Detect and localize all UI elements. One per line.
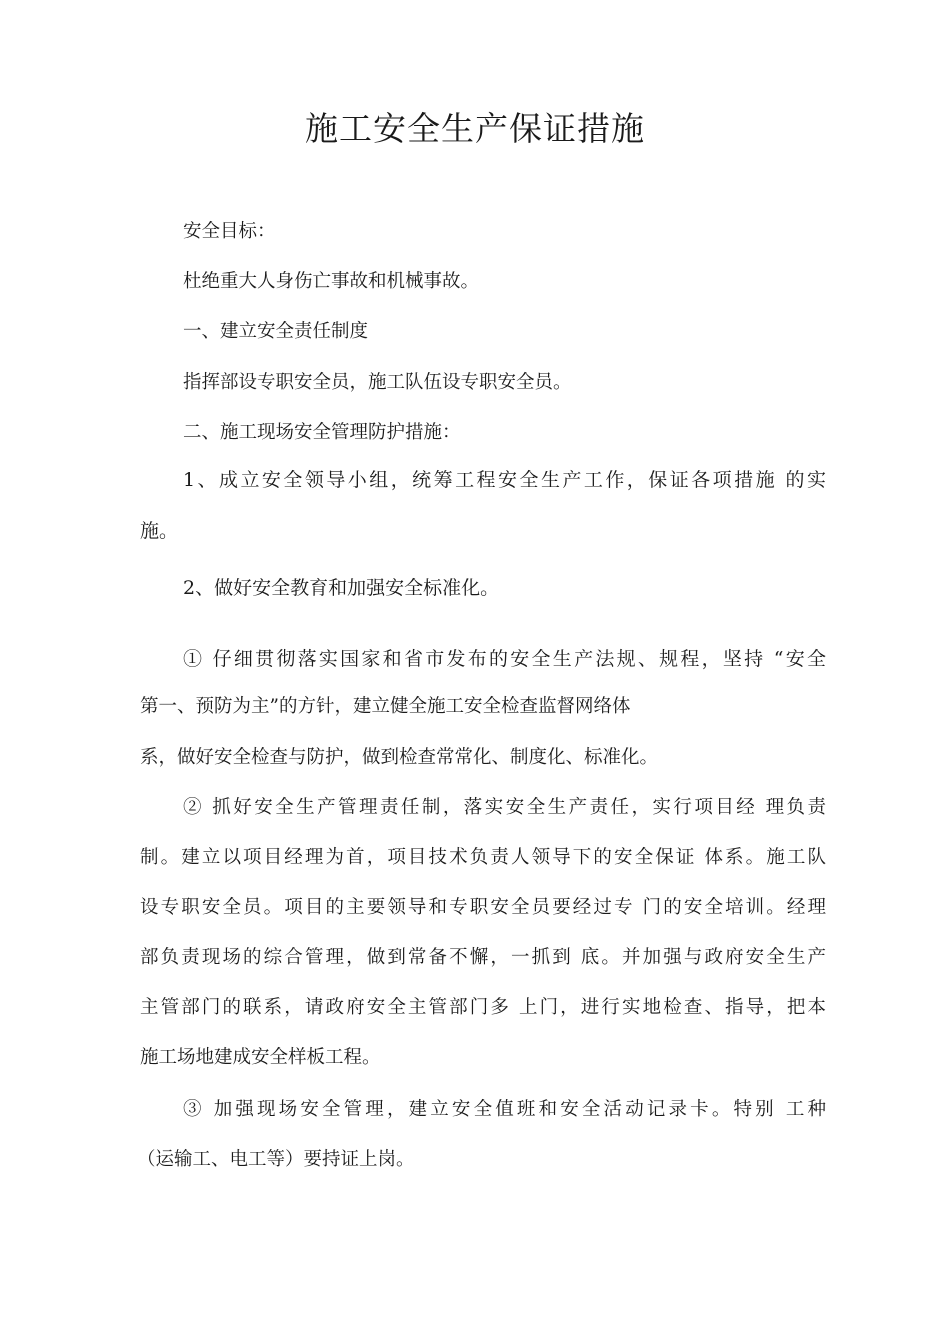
paragraph-line bbox=[140, 944, 826, 972]
paragraph-text: 设专职安全员。项目的主要领导和专职安全员要经过专 门的安全培训。经理 bbox=[140, 897, 826, 918]
paragraph-line: 安全目标： bbox=[183, 221, 276, 242]
paragraph-line bbox=[140, 894, 826, 922]
paragraph-text: 制。建立以项目经理为首，项目技术负责人领导下的安全保证 体系。施工队 bbox=[140, 847, 826, 868]
paragraph-line bbox=[183, 794, 826, 822]
paragraph-line: 系，做好安全检查与防护，做到检查常常化、制度化、标准化。 bbox=[140, 747, 659, 768]
section-heading: 二、施工现场安全管理防护措施： bbox=[183, 422, 461, 443]
paragraph-line bbox=[183, 645, 826, 673]
paragraph-text: 主管部门的联系，请政府安全主管部门多 上门，进行实地检查、指导，把本 bbox=[140, 997, 826, 1018]
paragraph-text: ① 仔细贯彻落实国家和省市发布的安全生产法规、规程，坚持 “安全 bbox=[183, 648, 826, 670]
section-heading: 一、建立安全责任制度 bbox=[183, 321, 369, 342]
paragraph-line bbox=[183, 466, 826, 494]
paragraph-text: 1、成立安全领导小组，统筹工程安全生产工作，保证各项措施 的实 bbox=[183, 469, 826, 491]
paragraph-text: 部负责现场的综合管理，做到常备不懈，一抓到 底。并加强与政府安全生产 bbox=[140, 947, 826, 968]
paragraph-text: ② 抓好安全生产管理责任制，落实安全生产责任，实行项目经 理负责 bbox=[183, 797, 826, 818]
paragraph-line: 2、做好安全教育和加强安全标准化。 bbox=[183, 577, 500, 599]
page-title: 施工安全生产保证措施 bbox=[305, 109, 645, 148]
paragraph-line: 施。 bbox=[140, 520, 179, 542]
paragraph-text: ③ 加强现场安全管理，建立安全值班和安全活动记录卡。特别 工种 bbox=[183, 1099, 826, 1120]
paragraph-line: 施工场地建成安全样板工程。 bbox=[140, 1047, 381, 1068]
paragraph-line bbox=[140, 994, 826, 1022]
paragraph-line: 指挥部设专职安全员，施工队伍设专职安全员。 bbox=[183, 372, 572, 393]
paragraph-line bbox=[183, 1096, 826, 1124]
paragraph-line bbox=[140, 844, 826, 872]
paragraph-line: 杜绝重大人身伤亡事故和机械事故。 bbox=[183, 271, 480, 292]
paragraph-line: （运输工、电工等）要持证上岗。 bbox=[137, 1149, 415, 1170]
paragraph-line: 第一、预防为主”的方针，建立健全施工安全检查监督网络体 bbox=[140, 696, 631, 717]
